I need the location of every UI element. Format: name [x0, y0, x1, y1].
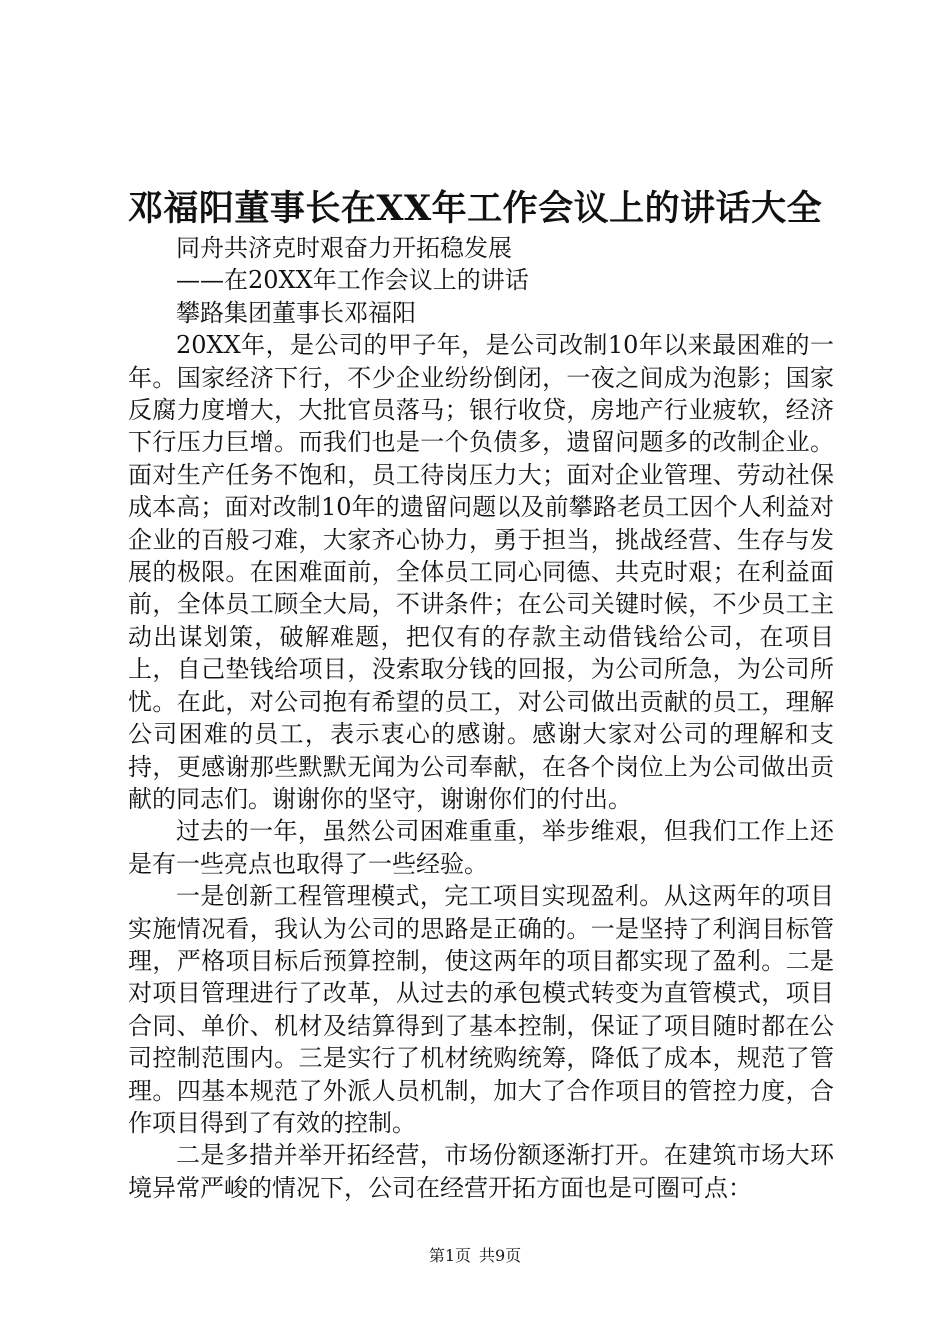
author-line: 攀路集团董事长邓福阳 [176, 298, 416, 327]
page-footer [0, 1246, 950, 1266]
paragraph: 二是多措并举开拓经营，市场份额逐渐打开。在建筑市场大环境异常严峻的情况下，公司在经营开拓方面也是可圈可点： [128, 1141, 834, 1202]
subtitle-speech: ——在20XX年工作会议上的讲话 [176, 266, 529, 295]
subtitle: 同舟共济克时艰奋力开拓稳发展 [176, 234, 512, 262]
paragraph: 20XX年，是公司的甲子年，是公司改制10年以来最困难的一年。国家经济下行，不少企业纷纷倒闭，一夜之间成为泡影；国家反腐力度增大，大批官员落马；银行收贷，房地产行业疲软，经济下行压力巨增。而我们也是一个负债多，遗留问题多的改制企业。面对生产任务不饱和，员工待岗压力大；面对企业管理、劳动社保成本高；面对改制10年的遗留问题以及前攀路老员工因个人利益对企业的百般刁难，大家齐心协力，勇于担当，挑战经营、生存与发展的极限。在困难面前，全体员工同心同德、共克时艰；在利益面前，全体员工顾全大局，不讲条件；在公司关键时候，不少员工主动出谋划策，破解难题，把仅有的存款主动借钱给公司，在项目上，自己垫钱给项目，没索取分钱的回报，为公司所急，为公司所忧。在此，对公司抱有希望的员工，对公司做出贡献的员工，理解公司困难的员工，表示衷心的感谢。感谢大家对公司的理解和支持，更感谢那些默默无闻为公司奉献，在各个岗位上为公司做出贡献的同志们。谢谢你的坚守，谢谢你们的付出。 [128, 331, 834, 813]
page-number: 第1页 [428, 1246, 471, 1265]
page-total: 共9页 [479, 1246, 522, 1265]
document-title: 邓福阳董事长在XX年工作会议上的讲话大全 [127, 188, 823, 229]
paragraph: 一是创新工程管理模式，完工项目实现盈利。从这两年的项目实施情况看，我认为公司的思路是正确的。一是坚持了利润目标管理，严格项目标后预算控制，使这两年的项目都实现了盈利。二是对项目管理进行了改革，从过去的承包模式转变为直管模式，项目合同、单价、机材及结算得到了基本控制，保证了项目随时都在公司控制范围内。三是实行了机材统购统筹，降低了成本，规范了管理。四基本规范了外派人员机制，加大了合作项目的管控力度，合作项目得到了有效的控制。 [128, 882, 834, 1137]
paragraph: 过去的一年，虽然公司困难重重，举步维艰，但我们工作上还是有一些亮点也取得了一些经验。 [128, 817, 834, 878]
document-body [128, 232, 834, 1204]
